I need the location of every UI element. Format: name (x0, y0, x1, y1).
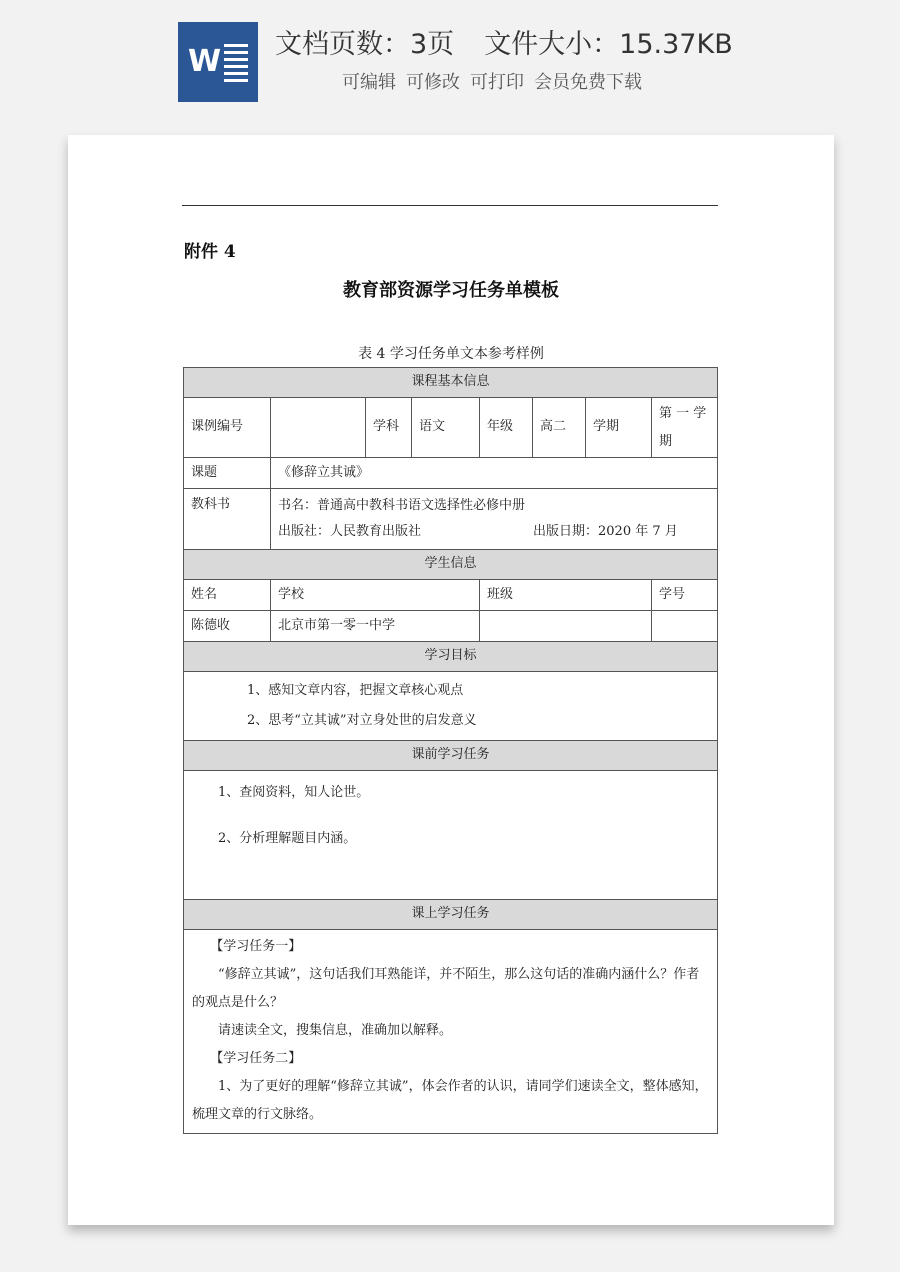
in-class-tasks (184, 930, 718, 1134)
textbook-label: 教科书 (184, 489, 271, 550)
case-no-value (271, 398, 366, 458)
goal-item: 1、感知文章内容，把握文章核心观点 (247, 683, 464, 698)
grade-value: 高二 (533, 398, 586, 458)
feature-printable: 可打印 (470, 72, 524, 93)
table-caption: 表 4 学习任务单文本参考样例 (358, 346, 544, 362)
case-no-label: 课例编号 (184, 398, 271, 458)
school-value: 北京市第一零一中学 (271, 611, 480, 642)
textbook-info (271, 489, 718, 550)
pre-task-item: 2、分析理解题目内涵。 (218, 831, 357, 846)
feature-modifiable: 可修改 (406, 72, 460, 93)
semester-label: 学期 (586, 398, 652, 458)
name-label: 姓名 (184, 580, 271, 611)
file-size: 文件大小：15.37KB (484, 29, 733, 60)
publication-date: 出版日期：2020 年 7 月 (533, 524, 678, 539)
feature-editable: 可编辑 (342, 72, 396, 93)
section-goals: 学习目标 (184, 642, 718, 672)
task2-title: 【学习任务二】 (210, 1051, 302, 1066)
feature-list (342, 68, 652, 94)
download-banner (0, 0, 900, 118)
task1-title: 【学习任务一】 (210, 939, 302, 954)
attachment-label: 附件 4 (184, 242, 236, 262)
section-in-class: 课上学习任务 (184, 900, 718, 930)
document-title: 教育部资源学习任务单模板 (343, 280, 559, 301)
header-rule (182, 205, 718, 206)
topic-value: 《修辞立其诚》 (271, 458, 718, 489)
task1-question: “修辞立其诚”，这句话我们耳熟能详，并不陌生，那么这句话的准确内涵什么？作者的观点是什么？ (192, 967, 700, 1010)
class-value (480, 611, 652, 642)
word-document-icon: W (178, 22, 258, 102)
semester-value: 第 一 学期 (652, 398, 718, 458)
pre-task-item: 1、查阅资料，知人论世。 (218, 785, 370, 800)
student-id-label: 学号 (652, 580, 718, 611)
book-name: 书名：普通高中教科书语文选择性必修中册 (278, 498, 526, 513)
pre-class-tasks (184, 771, 718, 900)
goal-item: 2、思考“立其诚”对立身处世的启发意义 (247, 713, 477, 728)
publisher: 出版社：人民教育出版社 (278, 524, 422, 539)
feature-member-download: 会员免费下载 (534, 72, 642, 93)
task2-instruction: 1、为了更好的理解“修辞立其诚”，体会作者的认识，请同学们速读全文，整体感知，梳理文章的行文脉络。 (192, 1079, 708, 1122)
section-course-basic: 课程基本信息 (184, 368, 718, 398)
page-count: 文档页数：3页 (275, 29, 455, 60)
section-student-info: 学生信息 (184, 550, 718, 580)
document-page (68, 135, 834, 1225)
task1-instruction: 请速读全文，搜集信息，准确加以解释。 (218, 1023, 453, 1038)
grade-label: 年级 (480, 398, 533, 458)
file-meta (275, 22, 733, 61)
task-sheet-table (183, 367, 718, 1134)
name-value: 陈德收 (184, 611, 271, 642)
publication-line (278, 519, 710, 545)
subject-label: 学科 (366, 398, 412, 458)
student-id-value (652, 611, 718, 642)
section-pre-class: 课前学习任务 (184, 741, 718, 771)
subject-value: 语文 (412, 398, 480, 458)
goals-list (184, 672, 718, 741)
topic-label: 课题 (184, 458, 271, 489)
class-label: 班级 (480, 580, 652, 611)
school-label: 学校 (271, 580, 480, 611)
